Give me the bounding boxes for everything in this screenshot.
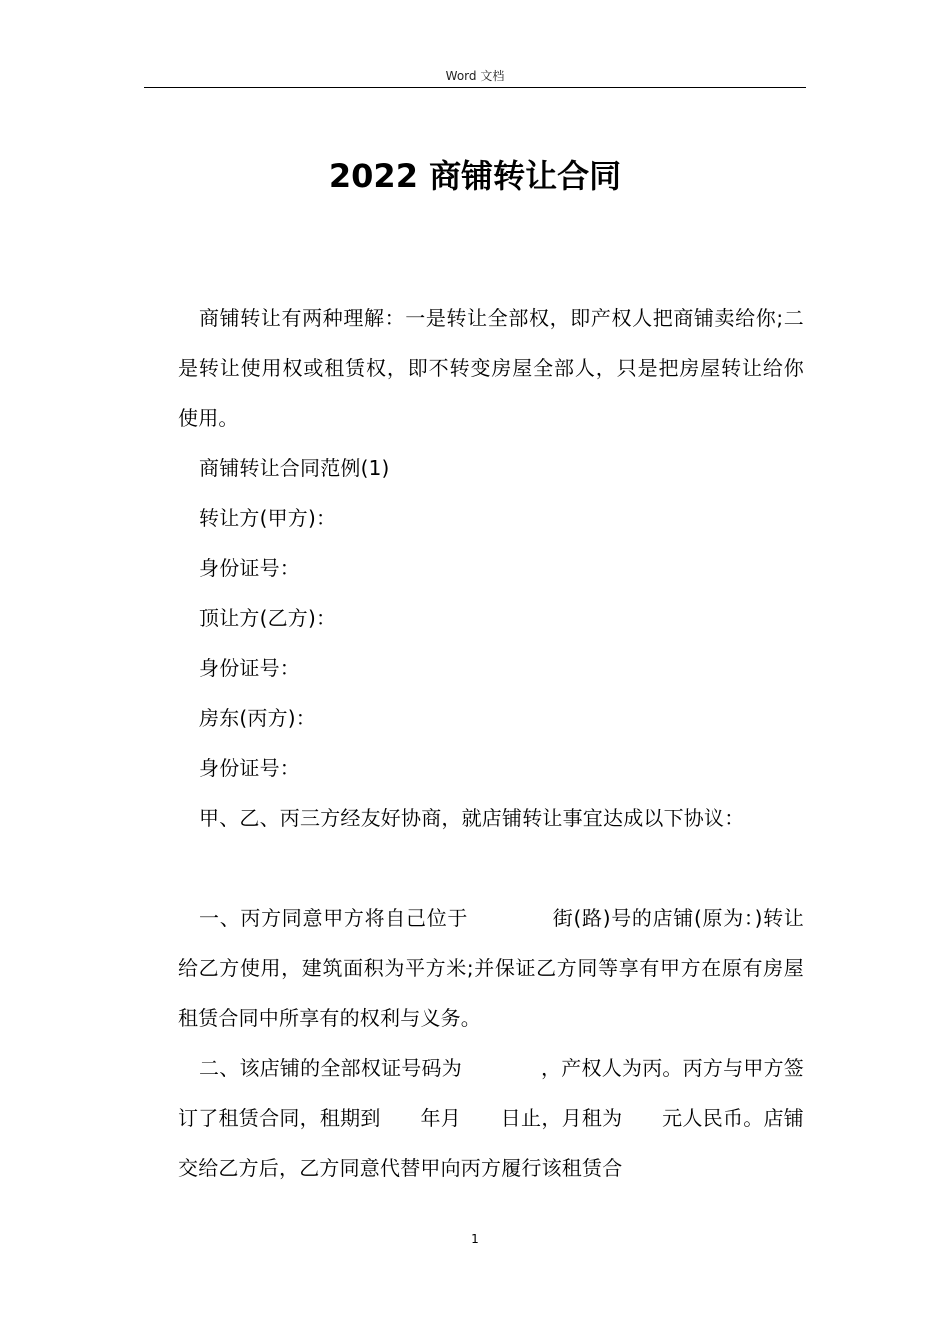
party-a-id-line: 身份证号： — [199, 556, 300, 580]
example-heading: 商铺转让合同范例(1) — [199, 456, 390, 480]
clause-2: 二、该店铺的全部权证号码为 ，产权人为丙。丙方与甲方签订了租赁合同，租期到 年月 日止，月租为 元人民币。店铺交给乙方后，乙方同意代替甲向丙方履行该租赁合 — [178, 1056, 804, 1180]
document-title: 2022 商铺转让合同 — [328, 157, 622, 195]
party-c-line: 房东(丙方)： — [199, 706, 317, 730]
header-text: Word 文档 — [445, 69, 505, 83]
party-b-line: 顶让方(乙方)： — [199, 606, 337, 630]
agreement-intro: 甲、乙、丙三方经友好协商，就店铺转让事宜达成以下协议： — [199, 806, 745, 830]
intro-paragraph: 商铺转让有两种理解：一是转让全部权，即产权人把商铺卖给你;二是转让使用权或租赁权，即不转变房屋全部人，只是把房屋转让给你使用。 — [178, 306, 804, 430]
party-b-id-line: 身份证号： — [199, 656, 300, 680]
document-body — [178, 293, 804, 1193]
header-divider — [144, 87, 806, 88]
party-c-id-line: 身份证号： — [199, 756, 300, 780]
paragraph-spacer — [178, 843, 804, 893]
clause-1: 一、丙方同意甲方将自己位于 街(路)号的店铺(原为：)转让给乙方使用，建筑面积为平方米;并保证乙方同等享有甲方在原有房屋租赁合同中所享有的权利与义务。 — [178, 906, 804, 1030]
page-number: 1 — [471, 1232, 479, 1246]
party-a-line: 转让方(甲方)： — [199, 506, 337, 530]
